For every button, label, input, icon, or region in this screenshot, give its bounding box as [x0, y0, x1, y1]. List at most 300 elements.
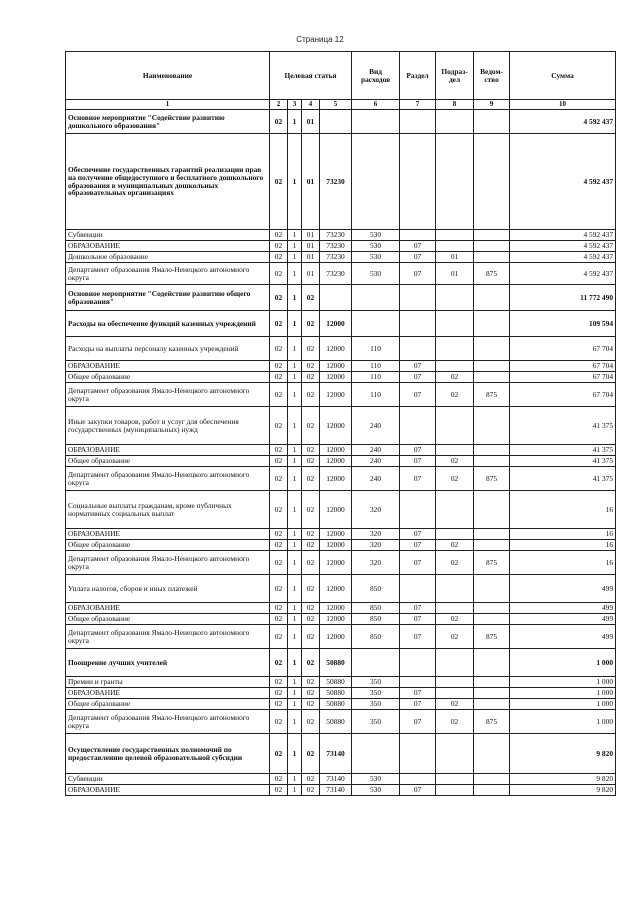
row-direction-cell: 73140 — [320, 785, 352, 796]
row-subprogram-cell: 1 — [288, 677, 302, 688]
row-name-cell: Премии и гранты — [66, 677, 270, 688]
table-row — [66, 467, 616, 491]
row-razdel-cell: 07 — [400, 529, 436, 540]
row-razdel-cell — [400, 575, 436, 603]
row-podrazdel-cell: 01 — [436, 263, 474, 285]
column-number-row — [66, 100, 616, 110]
row-direction-cell: 73140 — [320, 774, 352, 785]
row-vedomstvo-cell — [474, 252, 510, 263]
row-subprogram-cell: 1 — [288, 699, 302, 710]
row-event-cell: 02 — [302, 529, 320, 540]
row-program-cell: 02 — [270, 625, 288, 649]
row-direction-cell: 12000 — [320, 467, 352, 491]
table-row — [66, 603, 616, 614]
row-razdel-cell — [400, 407, 436, 445]
row-vid-cell — [352, 285, 400, 311]
row-subprogram-cell: 1 — [288, 311, 302, 337]
row-vedomstvo-cell — [474, 785, 510, 796]
row-name-cell: Расходы на выплаты персоналу казенных учреждений — [66, 337, 270, 361]
row-subprogram-cell: 1 — [288, 110, 302, 134]
row-vedomstvo-cell — [474, 285, 510, 311]
table-row — [66, 774, 616, 785]
row-name-cell: Департамент образования Ямало-Ненецкого автономного округа — [66, 625, 270, 649]
row-subprogram-cell: 1 — [288, 252, 302, 263]
row-razdel-cell: 07 — [400, 603, 436, 614]
row-name-cell: Уплата налогов, сборов и иных платежей — [66, 575, 270, 603]
row-event-cell: 02 — [302, 407, 320, 445]
row-podrazdel-cell — [436, 285, 474, 311]
row-event-cell: 02 — [302, 372, 320, 383]
table-row — [66, 110, 616, 134]
row-vid-cell: 530 — [352, 241, 400, 252]
row-razdel-cell — [400, 649, 436, 677]
row-program-cell: 02 — [270, 337, 288, 361]
table-row — [66, 252, 616, 263]
row-sum-cell: 16 — [510, 529, 616, 540]
row-direction-cell: 12000 — [320, 540, 352, 551]
row-event-cell: 02 — [302, 603, 320, 614]
table-row — [66, 285, 616, 311]
row-vid-cell: 850 — [352, 603, 400, 614]
row-program-cell: 02 — [270, 688, 288, 699]
row-razdel-cell: 07 — [400, 688, 436, 699]
row-vid-cell: 530 — [352, 263, 400, 285]
column-number-cell: 3 — [288, 100, 302, 110]
row-program-cell: 02 — [270, 677, 288, 688]
row-program-cell: 02 — [270, 311, 288, 337]
row-direction-cell: 12000 — [320, 361, 352, 372]
row-razdel-cell — [400, 337, 436, 361]
row-subprogram-cell: 1 — [288, 614, 302, 625]
row-razdel-cell: 07 — [400, 361, 436, 372]
row-vid-cell: 530 — [352, 252, 400, 263]
row-vedomstvo-cell — [474, 575, 510, 603]
row-podrazdel-cell — [436, 649, 474, 677]
table-row — [66, 575, 616, 603]
row-event-cell: 02 — [302, 540, 320, 551]
row-razdel-cell: 07 — [400, 699, 436, 710]
row-program-cell: 02 — [270, 551, 288, 575]
row-vedomstvo-cell — [474, 734, 510, 774]
row-subprogram-cell: 1 — [288, 361, 302, 372]
row-program-cell: 02 — [270, 785, 288, 796]
row-podrazdel-cell: 02 — [436, 383, 474, 407]
row-sum-cell: 4 592 437 — [510, 241, 616, 252]
row-vedomstvo-cell — [474, 456, 510, 467]
row-name-cell: Департамент образования Ямало-Ненецкого автономного округа — [66, 467, 270, 491]
table-row — [66, 688, 616, 699]
row-vedomstvo-cell — [474, 614, 510, 625]
row-podrazdel-cell — [436, 677, 474, 688]
row-direction-cell: 73230 — [320, 252, 352, 263]
row-podrazdel-cell — [436, 110, 474, 134]
row-sum-cell: 499 — [510, 614, 616, 625]
row-program-cell: 02 — [270, 285, 288, 311]
row-direction-cell: 12000 — [320, 445, 352, 456]
row-vedomstvo-cell — [474, 134, 510, 230]
row-sum-cell: 67 704 — [510, 361, 616, 372]
row-podrazdel-cell — [436, 230, 474, 241]
row-sum-cell: 67 704 — [510, 383, 616, 407]
row-direction-cell: 12000 — [320, 575, 352, 603]
row-podrazdel-cell: 02 — [436, 467, 474, 491]
row-program-cell: 02 — [270, 575, 288, 603]
row-name-cell: Социальные выплаты гражданам, кроме публичных нормативных социальных выплат — [66, 491, 270, 529]
table-row — [66, 540, 616, 551]
row-razdel-cell: 07 — [400, 445, 436, 456]
row-direction-cell: 12000 — [320, 603, 352, 614]
row-name-cell: Общее образование — [66, 699, 270, 710]
row-subprogram-cell: 1 — [288, 688, 302, 699]
row-name-cell: Расходы на обеспечение функций казенных учреждений — [66, 311, 270, 337]
page-number-label: Страница 12 — [296, 35, 344, 44]
row-program-cell: 02 — [270, 241, 288, 252]
row-razdel-cell — [400, 311, 436, 337]
row-podrazdel-cell: 02 — [436, 456, 474, 467]
row-vid-cell: 110 — [352, 383, 400, 407]
row-podrazdel-cell — [436, 337, 474, 361]
row-sum-cell: 4 592 437 — [510, 252, 616, 263]
row-subprogram-cell: 1 — [288, 456, 302, 467]
row-vedomstvo-cell — [474, 540, 510, 551]
row-subprogram-cell: 1 — [288, 263, 302, 285]
row-razdel-cell: 07 — [400, 383, 436, 407]
row-vid-cell — [352, 734, 400, 774]
row-program-cell: 02 — [270, 603, 288, 614]
row-name-cell: ОБРАЗОВАНИЕ — [66, 529, 270, 540]
column-number-cell: 6 — [352, 100, 400, 110]
row-subprogram-cell: 1 — [288, 337, 302, 361]
row-event-cell: 02 — [302, 614, 320, 625]
row-event-cell: 02 — [302, 551, 320, 575]
row-vid-cell: 350 — [352, 710, 400, 734]
row-podrazdel-cell — [436, 603, 474, 614]
row-sum-cell: 4 592 437 — [510, 263, 616, 285]
row-program-cell: 02 — [270, 134, 288, 230]
table-row — [66, 699, 616, 710]
row-vid-cell: 530 — [352, 785, 400, 796]
row-razdel-cell: 07 — [400, 614, 436, 625]
row-name-cell: Департамент образования Ямало-Ненецкого автономного округа — [66, 551, 270, 575]
row-subprogram-cell: 1 — [288, 575, 302, 603]
column-number-cell: 8 — [436, 100, 474, 110]
row-vid-cell: 350 — [352, 677, 400, 688]
row-name-cell: ОБРАЗОВАНИЕ — [66, 361, 270, 372]
row-podrazdel-cell — [436, 529, 474, 540]
row-razdel-cell — [400, 285, 436, 311]
row-sum-cell: 16 — [510, 551, 616, 575]
row-direction-cell: 50880 — [320, 677, 352, 688]
row-name-cell: Департамент образования Ямало-Ненецкого автономного округа — [66, 383, 270, 407]
table-body — [66, 110, 616, 796]
row-event-cell: 01 — [302, 241, 320, 252]
row-program-cell: 02 — [270, 263, 288, 285]
row-vedomstvo-cell — [474, 529, 510, 540]
row-subprogram-cell: 1 — [288, 785, 302, 796]
row-podrazdel-cell — [436, 407, 474, 445]
row-name-cell: Субвенции — [66, 774, 270, 785]
row-podrazdel-cell: 02 — [436, 372, 474, 383]
row-program-cell: 02 — [270, 445, 288, 456]
row-podrazdel-cell — [436, 241, 474, 252]
row-direction-cell: 73230 — [320, 263, 352, 285]
row-podrazdel-cell: 01 — [436, 252, 474, 263]
row-name-cell: Основное мероприятие "Содействие развитию общего образования" — [66, 285, 270, 311]
table-row — [66, 614, 616, 625]
row-vid-cell: 110 — [352, 337, 400, 361]
row-direction-cell — [320, 110, 352, 134]
row-podrazdel-cell — [436, 311, 474, 337]
row-name-cell: Субвенции — [66, 230, 270, 241]
row-vid-cell — [352, 134, 400, 230]
table-row — [66, 407, 616, 445]
row-sum-cell: 1 000 — [510, 699, 616, 710]
row-sum-cell: 67 704 — [510, 372, 616, 383]
row-name-cell: Дошкольное образование — [66, 252, 270, 263]
row-program-cell: 02 — [270, 774, 288, 785]
table-row — [66, 361, 616, 372]
row-subprogram-cell: 1 — [288, 285, 302, 311]
row-sum-cell: 1 000 — [510, 710, 616, 734]
table-row — [66, 383, 616, 407]
header-name: Наименование — [66, 52, 270, 100]
row-subprogram-cell: 1 — [288, 710, 302, 734]
row-podrazdel-cell — [436, 491, 474, 529]
row-vedomstvo-cell — [474, 241, 510, 252]
row-vedomstvo-cell — [474, 337, 510, 361]
header-razdel: Раздел — [400, 52, 436, 100]
table-row — [66, 134, 616, 230]
row-subprogram-cell: 1 — [288, 372, 302, 383]
row-program-cell: 02 — [270, 734, 288, 774]
row-sum-cell: 41 375 — [510, 456, 616, 467]
column-number-cell: 5 — [320, 100, 352, 110]
row-direction-cell: 12000 — [320, 372, 352, 383]
header-summa: Сумма — [510, 52, 616, 100]
row-name-cell: Общее образование — [66, 372, 270, 383]
row-name-cell: Иные закупки товаров, работ и услуг для обеспечения государственных (муниципальных) нужд — [66, 407, 270, 445]
row-name-cell: ОБРАЗОВАНИЕ — [66, 785, 270, 796]
row-name-cell: Общее образование — [66, 614, 270, 625]
row-sum-cell: 41 375 — [510, 445, 616, 456]
row-direction-cell: 50880 — [320, 710, 352, 734]
row-event-cell: 01 — [302, 252, 320, 263]
table-row — [66, 625, 616, 649]
row-event-cell: 02 — [302, 734, 320, 774]
row-sum-cell: 4 592 437 — [510, 230, 616, 241]
row-name-cell: ОБРАЗОВАНИЕ — [66, 445, 270, 456]
row-event-cell: 02 — [302, 337, 320, 361]
row-podrazdel-cell — [436, 134, 474, 230]
row-direction-cell: 12000 — [320, 625, 352, 649]
row-vedomstvo-cell — [474, 311, 510, 337]
row-event-cell: 02 — [302, 383, 320, 407]
row-program-cell: 02 — [270, 649, 288, 677]
row-subprogram-cell: 1 — [288, 230, 302, 241]
row-sum-cell: 109 594 — [510, 311, 616, 337]
row-direction-cell: 73230 — [320, 230, 352, 241]
row-vedomstvo-cell — [474, 649, 510, 677]
row-vedomstvo-cell — [474, 372, 510, 383]
column-number-cell: 7 — [400, 100, 436, 110]
row-event-cell: 02 — [302, 649, 320, 677]
row-direction-cell: 50880 — [320, 649, 352, 677]
row-razdel-cell — [400, 491, 436, 529]
row-vid-cell: 320 — [352, 491, 400, 529]
row-subprogram-cell: 1 — [288, 134, 302, 230]
row-direction-cell: 12000 — [320, 529, 352, 540]
row-direction-cell: 12000 — [320, 383, 352, 407]
table-row — [66, 734, 616, 774]
row-sum-cell: 41 375 — [510, 407, 616, 445]
row-vid-cell: 850 — [352, 614, 400, 625]
row-vedomstvo-cell — [474, 445, 510, 456]
row-direction-cell: 12000 — [320, 491, 352, 529]
row-vid-cell: 240 — [352, 456, 400, 467]
row-sum-cell: 4 592 437 — [510, 110, 616, 134]
row-direction-cell: 50880 — [320, 688, 352, 699]
row-vid-cell: 320 — [352, 551, 400, 575]
row-razdel-cell: 07 — [400, 263, 436, 285]
row-event-cell: 02 — [302, 688, 320, 699]
row-razdel-cell — [400, 110, 436, 134]
table-row — [66, 710, 616, 734]
row-sum-cell: 499 — [510, 625, 616, 649]
row-direction-cell: 73230 — [320, 134, 352, 230]
row-program-cell: 02 — [270, 529, 288, 540]
row-program-cell: 02 — [270, 614, 288, 625]
row-vid-cell: 110 — [352, 372, 400, 383]
table-row — [66, 372, 616, 383]
budget-table — [65, 51, 616, 796]
row-razdel-cell — [400, 134, 436, 230]
row-event-cell: 01 — [302, 263, 320, 285]
row-subprogram-cell: 1 — [288, 774, 302, 785]
table-row — [66, 311, 616, 337]
row-vedomstvo-cell — [474, 699, 510, 710]
row-subprogram-cell: 1 — [288, 407, 302, 445]
row-event-cell: 01 — [302, 134, 320, 230]
row-event-cell: 02 — [302, 285, 320, 311]
row-vid-cell: 350 — [352, 699, 400, 710]
row-name-cell: ОБРАЗОВАНИЕ — [66, 241, 270, 252]
row-vid-cell: 320 — [352, 540, 400, 551]
table-row — [66, 230, 616, 241]
row-podrazdel-cell — [436, 361, 474, 372]
row-program-cell: 02 — [270, 252, 288, 263]
row-program-cell: 02 — [270, 699, 288, 710]
row-razdel-cell: 07 — [400, 252, 436, 263]
table-row — [66, 263, 616, 285]
row-direction-cell: 12000 — [320, 551, 352, 575]
table-row — [66, 456, 616, 467]
row-vid-cell: 350 — [352, 688, 400, 699]
row-event-cell: 01 — [302, 110, 320, 134]
row-name-cell: Поощрение лучших учителей — [66, 649, 270, 677]
row-vedomstvo-cell — [474, 230, 510, 241]
row-sum-cell: 11 772 490 — [510, 285, 616, 311]
row-event-cell: 01 — [302, 230, 320, 241]
row-event-cell: 02 — [302, 625, 320, 649]
row-direction-cell — [320, 285, 352, 311]
row-subprogram-cell: 1 — [288, 491, 302, 529]
row-direction-cell: 73230 — [320, 241, 352, 252]
row-vid-cell: 530 — [352, 230, 400, 241]
row-razdel-cell: 07 — [400, 710, 436, 734]
row-event-cell: 02 — [302, 710, 320, 734]
row-name-cell: Общее образование — [66, 456, 270, 467]
row-vedomstvo-cell — [474, 110, 510, 134]
row-program-cell: 02 — [270, 540, 288, 551]
table-row — [66, 445, 616, 456]
row-event-cell: 02 — [302, 361, 320, 372]
row-razdel-cell — [400, 734, 436, 774]
row-name-cell: ОБРАЗОВАНИЕ — [66, 603, 270, 614]
header-vedomstvo: Ведом-ство — [474, 52, 510, 100]
row-podrazdel-cell — [436, 774, 474, 785]
table-row — [66, 529, 616, 540]
row-event-cell: 02 — [302, 575, 320, 603]
row-vid-cell — [352, 110, 400, 134]
table-row — [66, 491, 616, 529]
row-sum-cell: 9 820 — [510, 774, 616, 785]
row-razdel-cell — [400, 230, 436, 241]
row-name-cell: ОБРАЗОВАНИЕ — [66, 688, 270, 699]
row-sum-cell: 1 000 — [510, 649, 616, 677]
row-direction-cell: 73140 — [320, 734, 352, 774]
row-sum-cell: 67 704 — [510, 337, 616, 361]
row-vedomstvo-cell: 875 — [474, 467, 510, 491]
header-vid: Вид расходов — [352, 52, 400, 100]
row-razdel-cell — [400, 677, 436, 688]
row-event-cell: 02 — [302, 311, 320, 337]
header-target: Целевая статья — [270, 52, 352, 100]
row-razdel-cell: 07 — [400, 625, 436, 649]
row-vedomstvo-cell — [474, 774, 510, 785]
header-podrazdel: Подраз-дел — [436, 52, 474, 100]
row-vedomstvo-cell — [474, 491, 510, 529]
row-name-cell: Основное мероприятие "Содействие развитию дошкольного образования" — [66, 110, 270, 134]
row-sum-cell: 1 000 — [510, 677, 616, 688]
row-razdel-cell: 07 — [400, 467, 436, 491]
row-podrazdel-cell — [436, 575, 474, 603]
row-razdel-cell: 07 — [400, 456, 436, 467]
row-vid-cell: 530 — [352, 774, 400, 785]
row-razdel-cell: 07 — [400, 241, 436, 252]
row-subprogram-cell: 1 — [288, 529, 302, 540]
row-program-cell: 02 — [270, 361, 288, 372]
row-vedomstvo-cell — [474, 677, 510, 688]
row-podrazdel-cell — [436, 734, 474, 774]
row-event-cell: 02 — [302, 677, 320, 688]
row-subprogram-cell: 1 — [288, 241, 302, 252]
row-subprogram-cell: 1 — [288, 603, 302, 614]
row-podrazdel-cell — [436, 445, 474, 456]
column-number-cell: 9 — [474, 100, 510, 110]
row-event-cell: 02 — [302, 467, 320, 491]
row-razdel-cell — [400, 774, 436, 785]
table-row — [66, 337, 616, 361]
row-sum-cell: 16 — [510, 540, 616, 551]
row-name-cell: Обеспечение государственных гарантий реализации прав на получение общедоступного и бесплатного дошкольного образования в муниципальных дошкольных образовательных организациях — [66, 134, 270, 230]
row-vid-cell: 240 — [352, 407, 400, 445]
header-row — [66, 52, 616, 100]
row-subprogram-cell: 1 — [288, 540, 302, 551]
row-subprogram-cell: 1 — [288, 467, 302, 491]
row-podrazdel-cell: 02 — [436, 625, 474, 649]
row-direction-cell: 12000 — [320, 614, 352, 625]
table-row — [66, 551, 616, 575]
